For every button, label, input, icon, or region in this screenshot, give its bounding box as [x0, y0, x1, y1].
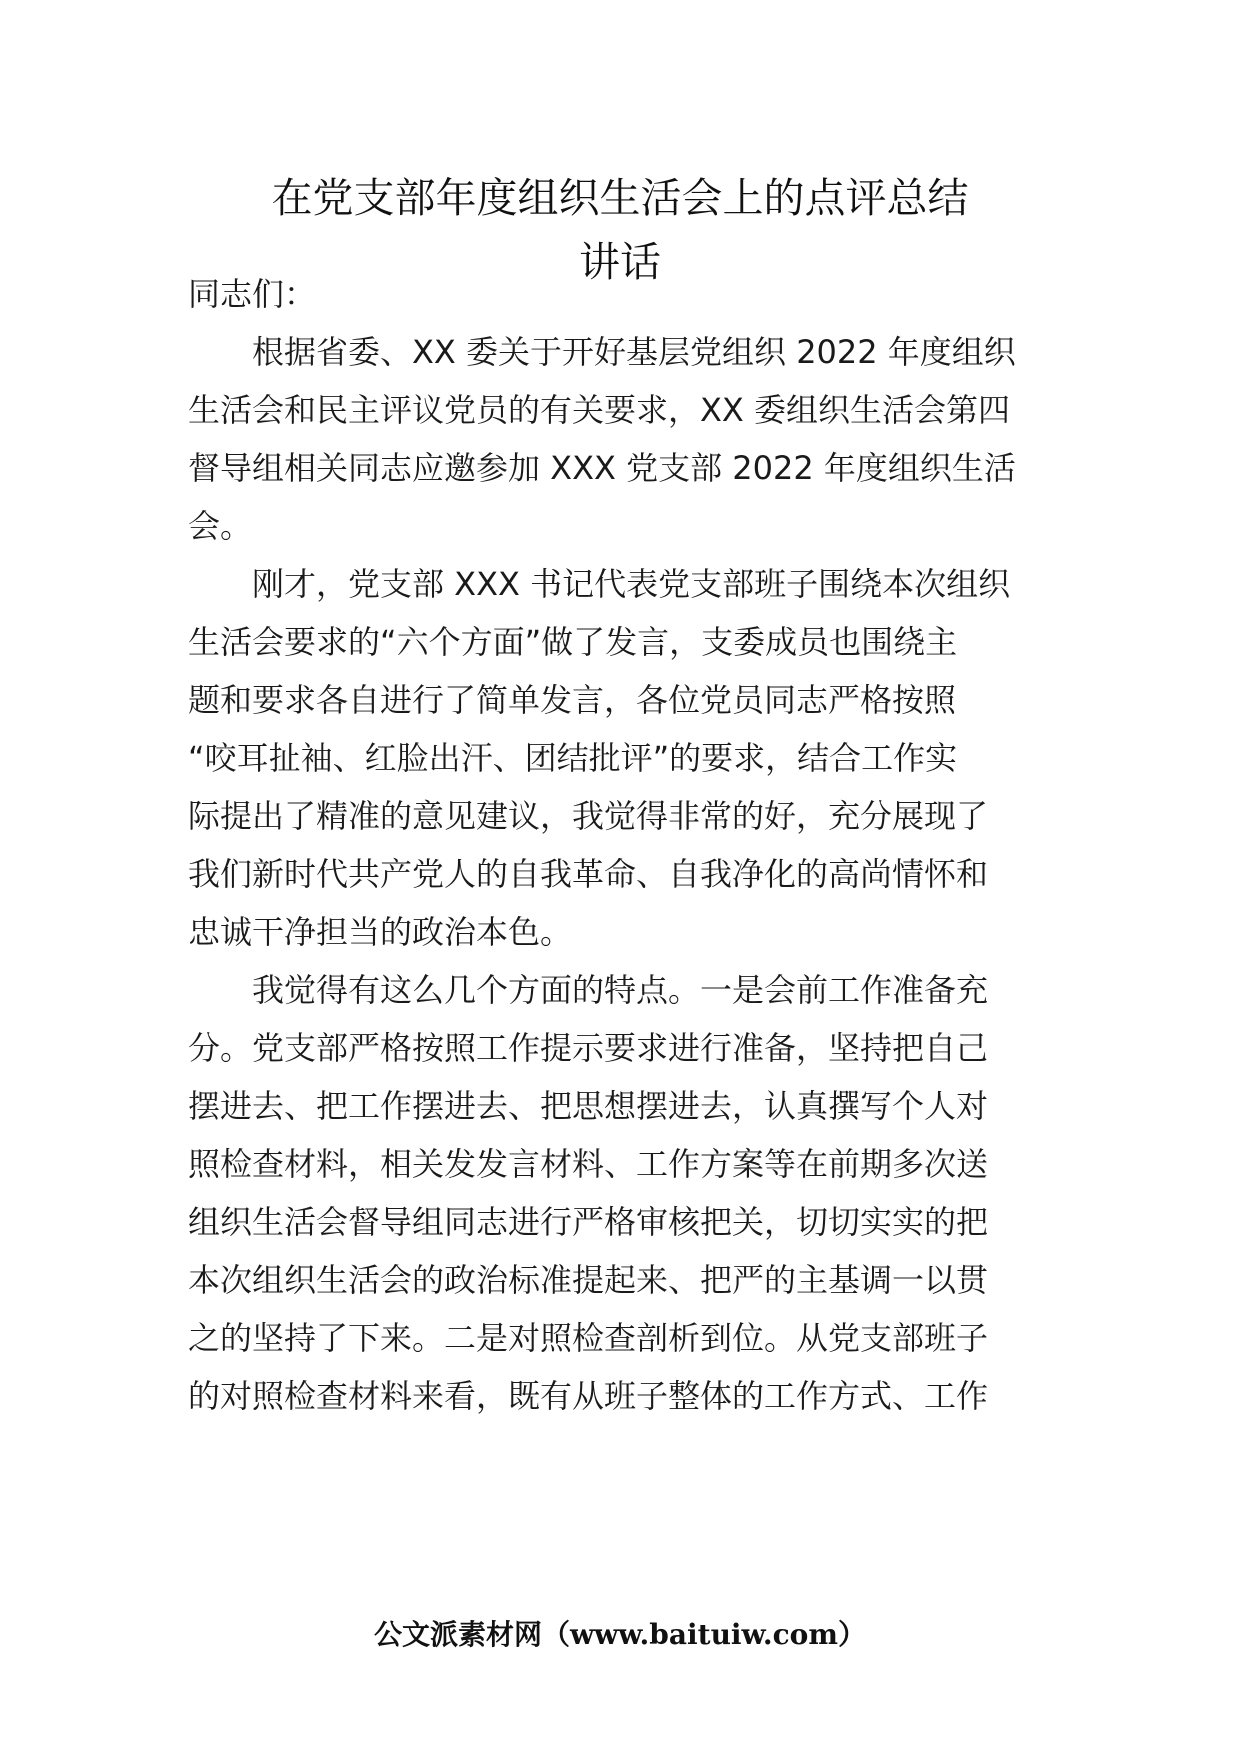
body-line: 我们新时代共产党人的自我革命、自我净化的高尚情怀和: [188, 855, 989, 893]
body-line: 摆进去、把工作摆进去、把思想摆进去，认真撰写个人对: [188, 1087, 989, 1125]
body-line: “咬耳扯袖、红脸出汗、团结批评”的要求，结合工作实: [188, 739, 958, 777]
body-line: 同志们：: [188, 275, 317, 313]
body-line: 生活会和民主评议党员的有关要求，XX 委组织生活会第四: [188, 391, 1011, 429]
document-title-line-1: 在党支部年度组织生活会上的点评总结: [271, 174, 969, 222]
body-line: 照检查材料，相关发发言材料、工作方案等在前期多次送: [188, 1145, 989, 1183]
footer-watermark: 公文派素材网（www.baituiw.com）: [374, 1618, 866, 1651]
body-line: 根据省委、XX 委关于开好基层党组织 2022 年度组织: [252, 333, 1016, 371]
body-line: 我觉得有这么几个方面的特点。一是会前工作准备充: [252, 971, 989, 1009]
body-line: 之的坚持了下来。二是对照检查剖析到位。从党支部班子: [188, 1319, 989, 1357]
body-line: 忠诚干净担当的政治本色。: [188, 913, 573, 951]
body-line: 刚才，党支部 XXX 书记代表党支部班子围绕本次组织: [252, 565, 1011, 603]
body-line: 分。党支部严格按照工作提示要求进行准备，坚持把自己: [188, 1029, 989, 1067]
body-line: 督导组相关同志应邀参加 XXX 党支部 2022 年度组织生活: [188, 449, 1016, 487]
body-line: 际提出了精准的意见建议，我觉得非常的好，充分展现了: [188, 797, 989, 835]
body-line: 组织生活会督导组同志进行严格审核把关，切切实实的把: [188, 1203, 989, 1241]
body-line: 的对照检查材料来看，既有从班子整体的工作方式、工作: [188, 1377, 989, 1415]
body-line: 题和要求各自进行了简单发言，各位党员同志严格按照: [188, 681, 957, 719]
body-line: 本次组织生活会的政治标准提起来、把严的主基调一以贯: [188, 1261, 989, 1299]
body-line: 会。: [188, 507, 253, 545]
body-line: 生活会要求的“六个方面”做了发言，支委成员也围绕主: [188, 623, 958, 661]
document-title-line-2: 讲话: [579, 238, 661, 286]
